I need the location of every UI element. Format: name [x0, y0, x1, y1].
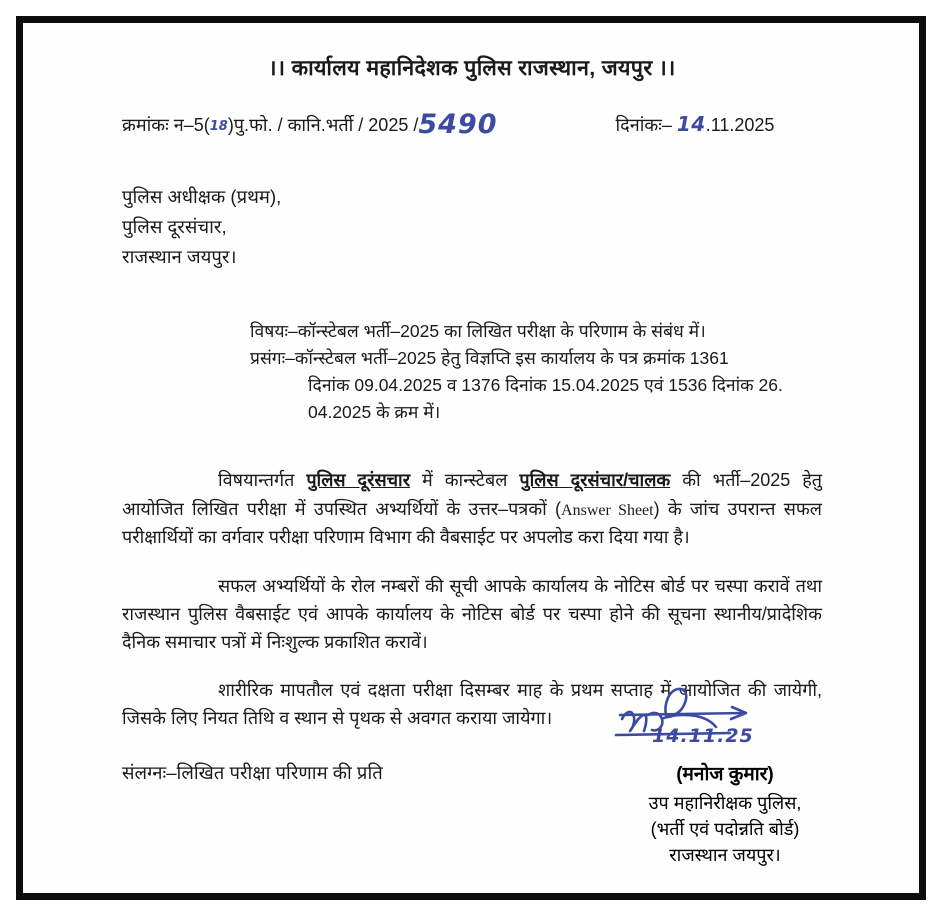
- document-content: [122, 55, 822, 785]
- addressee-line-2: पुलिस दूरसंचार,: [122, 216, 227, 237]
- addressee-block: [122, 182, 822, 272]
- reference-context-line-2: दिनांक 09.04.2025 व 1376 दिनांक 15.04.2025 एवं 1536 दिनांक 26.: [308, 375, 783, 396]
- page-title: ।। कार्यालय महानिदेशक पुलिस राजस्थान, जयपुर ।।: [268, 56, 676, 80]
- paragraph-1-part-a: विषयान्तर्गत: [218, 470, 307, 491]
- reference-context-line-3: 04.2025 के क्रम में।: [308, 402, 441, 423]
- reference-number: [122, 105, 498, 140]
- paragraph-2-text: सफल अभ्यर्थियों के रोल नम्बरों की सूची आपके कार्यालय के नोटिस बोर्ड पर चस्पा करावें तथा राजस्थान पुलिस वैबसाईट एवं आपके कार्यालय के नोटिस बोर्ड पर चस्पा होने की सूचना स्थानीय/प्रादेशिक दैनिक समाचार पत्रों में निःशुल्क प्रकाशित करावें।: [122, 575, 822, 652]
- reference-context-line-1: प्रसंगः–कॉन्स्टेबल भर्ती–2025 हेतु विज्ञप्ति इस कार्यालय के पत्र क्रमांक 1361: [250, 348, 729, 369]
- date-label: दिनांकः–: [615, 114, 672, 135]
- paragraph-1-emphasis-2: पुलिस दूरसंचार/चालक: [519, 470, 671, 491]
- paragraph-1-part-c: की भर्ती–2025 हेतु आयोजित लिखित परीक्षा में उपस्थित अभ्यर्थियों के उत्तर–पत्रकों (: [122, 470, 823, 519]
- reference-label-mid: )पु.फो. / कानि.भर्ती / 2025 /: [227, 114, 419, 135]
- handwritten-signature-date: 14.11.25: [652, 725, 754, 747]
- document-date: [616, 111, 775, 137]
- paragraph-2: [122, 572, 822, 656]
- signatory-designation-2: (भर्ती एवं पदोन्नति बोर्ड): [650, 818, 800, 839]
- signatory-name: (मनोज कुमार): [676, 764, 774, 785]
- paragraph-3-text: शारीरिक मापतौल एवं दक्षता परीक्षा दिसम्बर माह के प्रथम सप्ताह में आयोजित की जायेगी, जिसके लिए नियत तिथि व स्थान से पृथक से अवगत कराया जायेगा।: [122, 679, 822, 728]
- date-remainder: .11.2025: [705, 114, 775, 135]
- signature-ink-icon: [604, 685, 814, 759]
- reference-label: क्रमांकः न–5(: [122, 114, 210, 135]
- subject-line: विषयः–कॉन्स्टेबल भर्ती–2025 का लिखित परीक्षा के परिणाम के संबंध में।: [250, 320, 706, 341]
- signatory-designation-1: उप महानिरीक्षक पुलिस,: [648, 792, 802, 813]
- paragraph-1-part-b: में कान्स्टेबल: [410, 470, 520, 491]
- paragraph-1: [122, 466, 822, 551]
- reference-and-date-line: [122, 105, 822, 140]
- handwritten-file-number: 5490: [418, 108, 498, 140]
- addressee-line-1: पुलिस अधीक्षक (प्रथम),: [122, 186, 282, 208]
- subject-block: [250, 318, 822, 427]
- addressee-line-3: राजस्थान जयपुर।: [122, 245, 237, 267]
- signature-block: [560, 685, 890, 868]
- handwritten-date-day: 14: [676, 111, 706, 136]
- signatory-location: राजस्थान जयपुर।: [669, 844, 781, 865]
- enclosure-note: संलग्नः–लिखित परीक्षा परिणाम की प्रति: [122, 761, 383, 783]
- handwritten-signature: [560, 685, 890, 759]
- paragraph-1-emphasis-1: पुलिस दूरंसचार: [306, 470, 411, 491]
- paragraph-1-part-d: ) के जांच उपरान्त सफल परीक्षार्थियों का वर्गवार परीक्षा परिणाम विभाग की वैबसाईट पर अपलोड करा दिया गया है।: [122, 498, 823, 548]
- paragraph-1-latin-term: Answer Sheet: [561, 501, 654, 519]
- handwritten-bracket-number: 18: [209, 118, 228, 134]
